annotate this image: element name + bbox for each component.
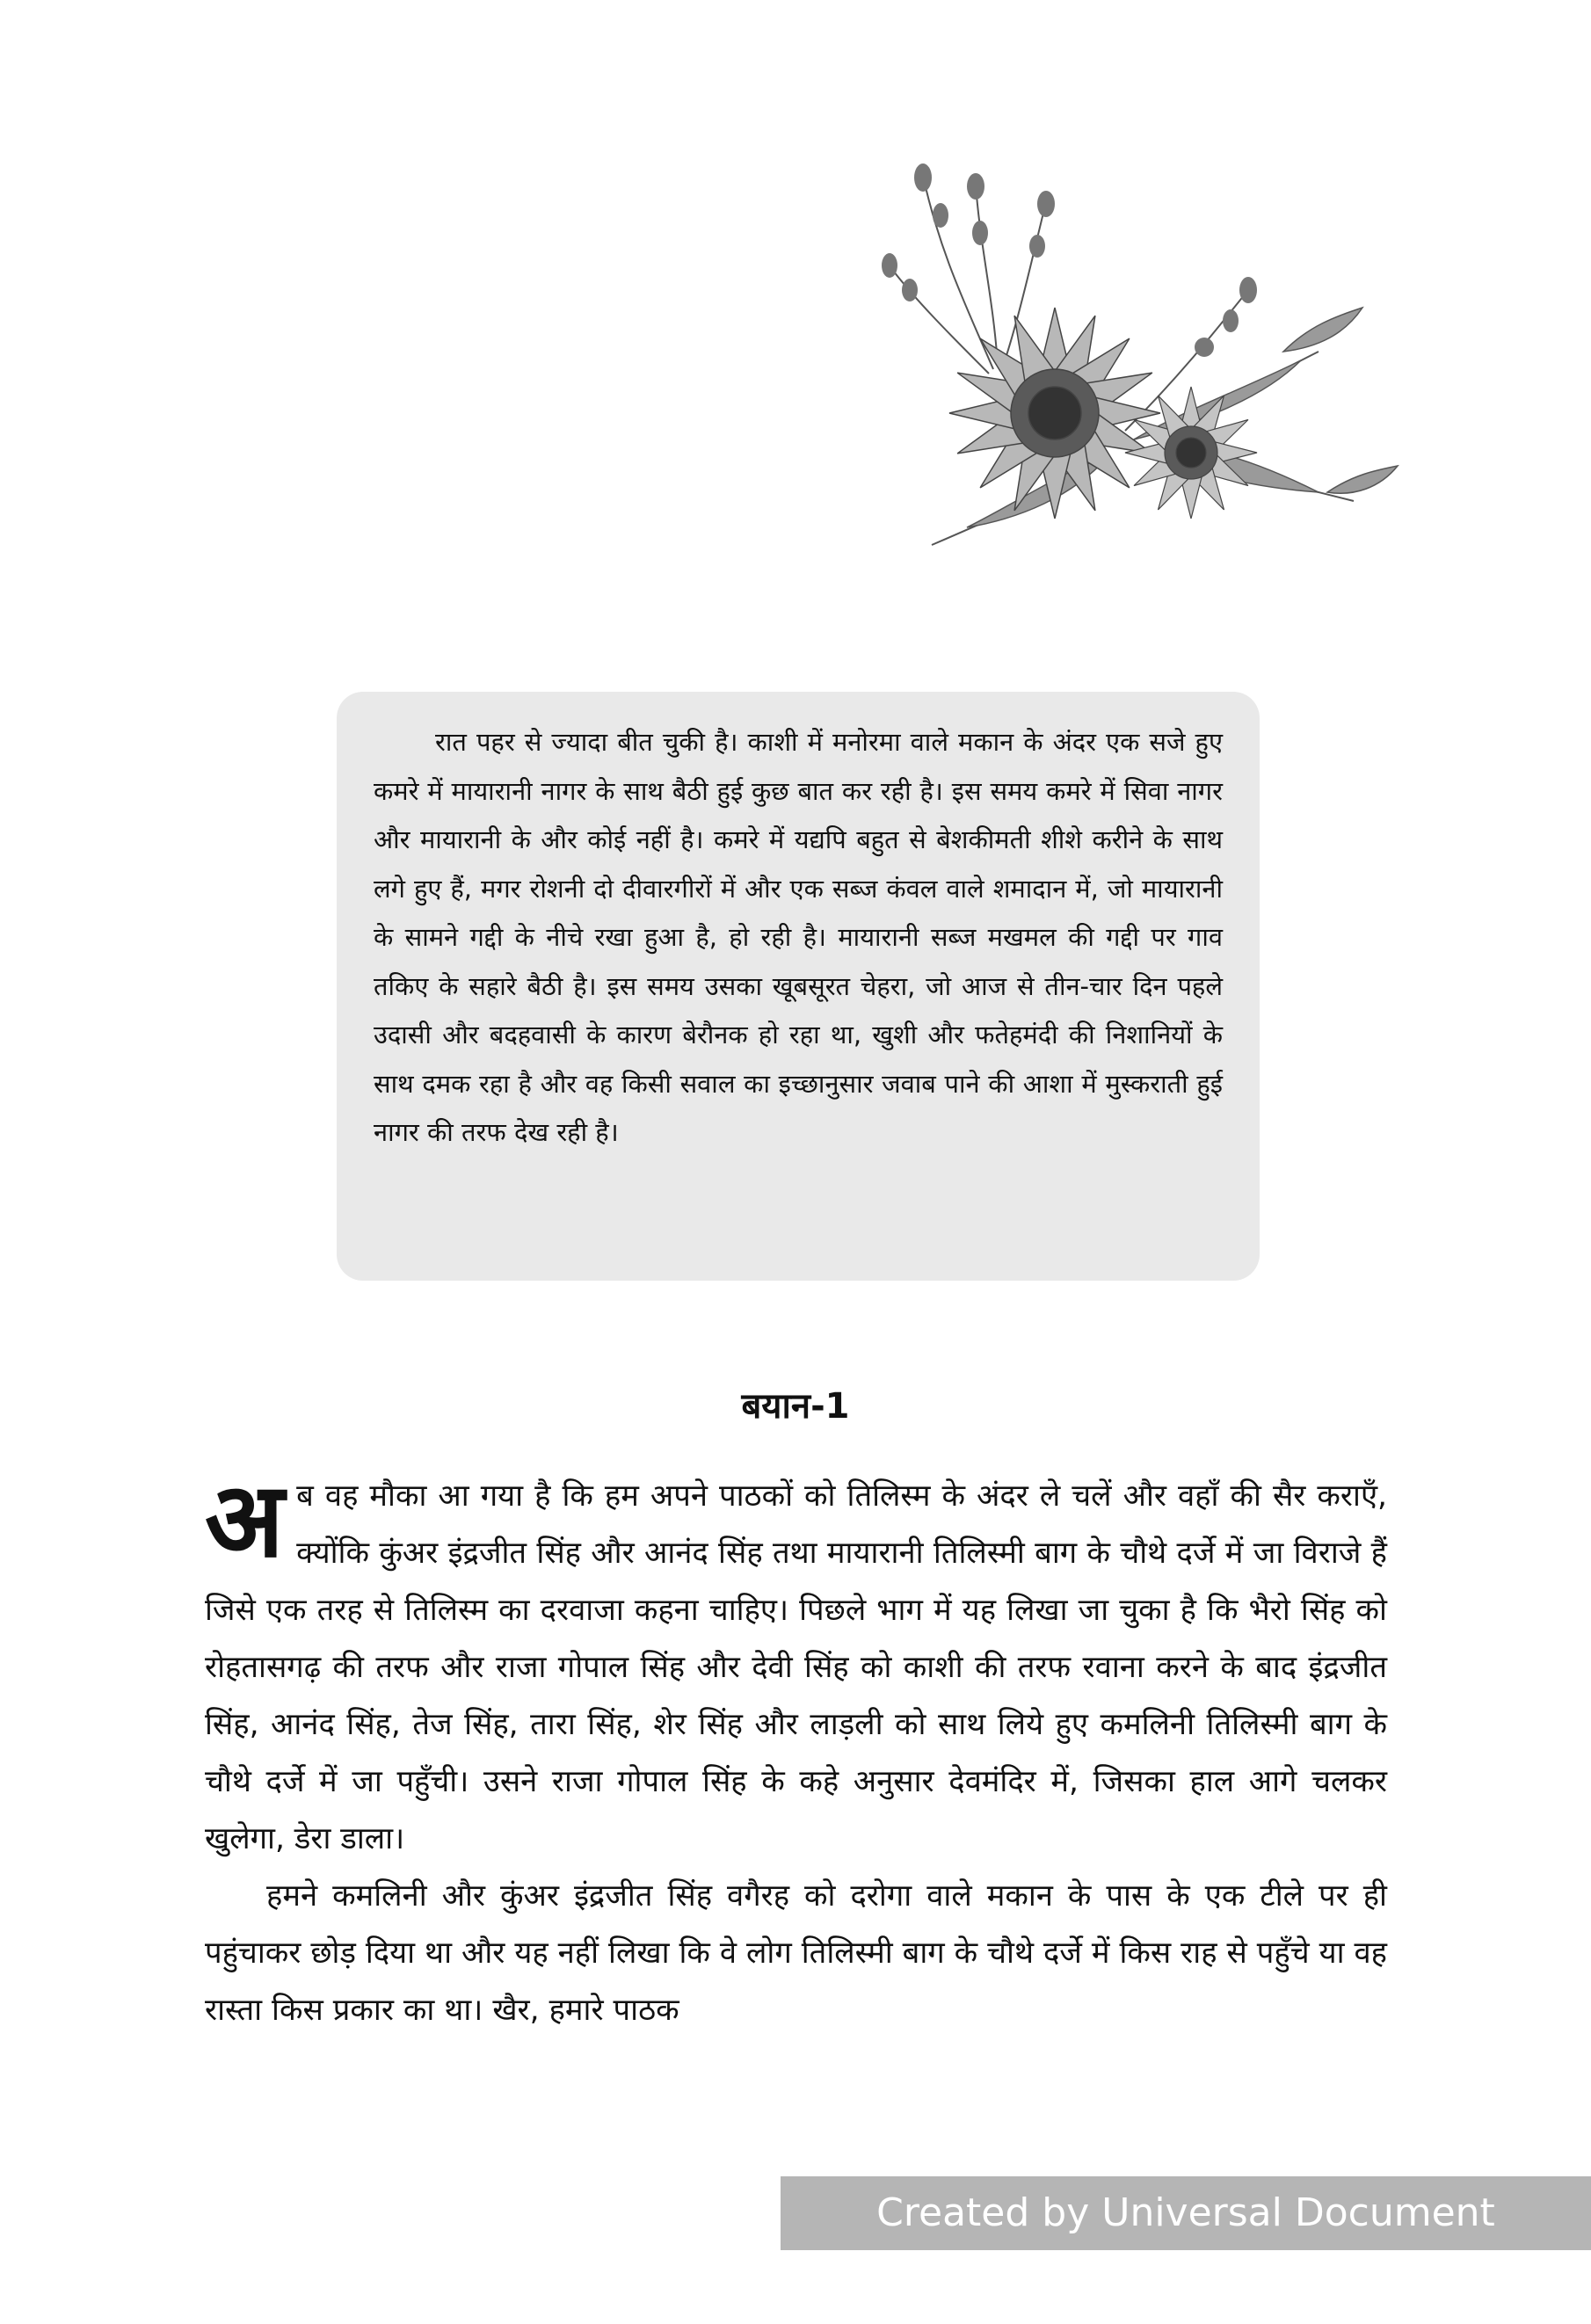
drop-cap: अ [205, 1459, 285, 1580]
floral-illustration [791, 149, 1406, 606]
converter-watermark: Created by Universal Document Converter [781, 2176, 1591, 2250]
chapter-summary-box [337, 692, 1260, 1281]
chapter-summary-text: रात पहर से ज्यादा बीत चुकी है। काशी में मनोरमा वाले मकान के अंदर एक सजे हुए कमरे में मायारानी नागर के साथ बैठी हुई कुछ बात कर रही है। इस समय कमरे में सिवा नागर और मायारानी के और कोई नहीं है। कमरे में यद्यपि बहुत से बेशकीमती शीशे करीने के साथ लगे हुए हैं, मगर रोशनी दो दीवारगीरों में और एक सब्ज कंवल वाले शमादान में, जो मायारानी के सामने गद्दी के नीचे रखा हुआ है, हो रही है। मायारानी सब्ज मखमल की गद्दी पर गाव तकिए के सहारे बैठी है। इस समय उसका खूबसूरत चेहरा, जो आज से तीन-चार दिन पहले उदासी और बदहवासी के कारण बेरौनक हो रहा था, खुशी और फतेहमंदी की निशानियों के साथ दमक रहा है और वह किसी सवाल का इच्छानुसार जवाब पाने की आशा में मुस्कराती हुई नागर की तरफ देख रही है। [374, 727, 1223, 1147]
body-paragraph-1-text: ब वह मौका आ गया है कि हम अपने पाठकों को तिलिस्म के अंदर ले चलें और वहाँ की सैर कराएँ, क्योंकि कुंअर इंद्रजीत सिंह और आनंद सिंह तथा मायारानी तिलिस्मी बाग के चौथे दर्जे में जा विराजे हैं जिसे एक तरह से तिलिस्म का दरवाजा कहना चाहिए। पिछले भाग में यह लिखा जा चुका है कि भैरो सिंह को रोहतासगढ़ की तरफ और राजा गोपाल सिंह और देवी सिंह को काशी की तरफ रवाना करने के बाद इंद्रजीत सिंह, आनंद सिंह, तेज सिंह, तारा सिंह, शेर सिंह और लाड़ली को साथ लिये हुए कमलिनी तिलिस्मी बाग के चौथे दर्जे में जा पहुँची। उसने राजा गोपाल सिंह के कहे अनुसार देवमंदिर में, जिसका हाल आगे चलकर खुलेगा, डेरा डाला। [205, 1478, 1387, 1856]
chapter-body [205, 1459, 1388, 2039]
body-paragraph-1 [205, 1459, 1387, 1868]
chapter-heading: बयान-1 [741, 1386, 850, 1427]
body-paragraph-2: हमने कमलिनी और कुंअर इंद्रजीत सिंह वगैरह को दरोगा वाले मकान के पास के एक टीले पर ही पहुंचाकर छोड़ दिया था और यह नहीं लिखा कि वे लोग तिलिस्मी बाग के चौथे दर्जे में किस राह से पहुँचे या वह रास्ता किस प्रकार का था। खैर, हमारे पाठक [205, 1878, 1388, 2028]
